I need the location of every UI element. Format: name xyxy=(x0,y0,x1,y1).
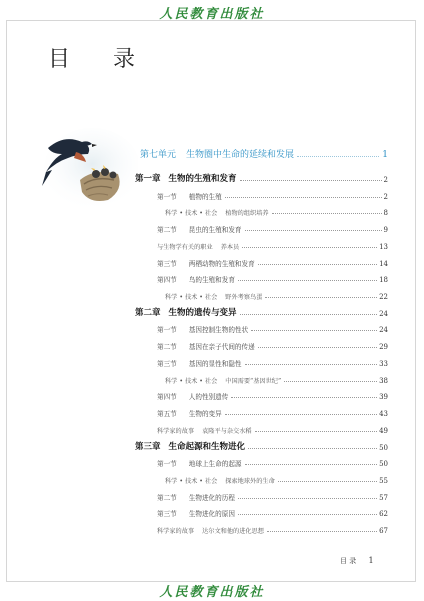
reading-title: 中国需要“基因世纪” xyxy=(225,377,282,385)
dot-leader xyxy=(245,464,378,465)
publisher-footer: 人民教育出版社 xyxy=(159,585,265,600)
page-number: 67 xyxy=(379,527,388,536)
section-title: 两栖动物的生殖和发育 xyxy=(188,259,255,268)
page-number: 24 xyxy=(379,326,388,335)
page-number: 49 xyxy=(379,426,388,435)
entry-label xyxy=(135,376,281,385)
entry-label xyxy=(135,324,248,334)
toc-list xyxy=(135,172,388,540)
reading-title: 野外考察鸟蛋 xyxy=(225,294,263,302)
section-number: 第二节 xyxy=(157,493,177,502)
toc-reading-row[interactable] xyxy=(135,423,388,435)
dot-leader xyxy=(231,397,377,398)
reading-kind: 科学 • 技术 • 社会 xyxy=(165,294,218,302)
dot-leader xyxy=(272,213,382,214)
reading-kind: 科学家的故事 xyxy=(157,528,195,536)
toc-chapter-row[interactable] xyxy=(135,440,388,452)
toc-section-row[interactable] xyxy=(135,356,388,368)
dot-leader xyxy=(258,347,377,348)
toc-reading-row[interactable] xyxy=(135,523,388,535)
toc-section-row[interactable] xyxy=(135,189,388,201)
unit-number: 第七单元 xyxy=(140,150,177,160)
dot-leader xyxy=(284,381,377,382)
page-number: 39 xyxy=(379,393,388,402)
reading-title: 养本员 xyxy=(220,243,240,251)
page-number: 38 xyxy=(379,376,388,385)
entry-label xyxy=(135,426,252,435)
toc-section-row[interactable] xyxy=(135,406,388,418)
dot-leader xyxy=(238,498,377,499)
unit-title: 生物圈中生命的延续和发展 xyxy=(186,150,295,160)
section-title: 基因控制生物的性状 xyxy=(188,326,249,335)
page-title: 目 录 xyxy=(48,47,153,72)
chapter-number: 第三章 xyxy=(135,441,161,452)
entry-label xyxy=(135,492,235,502)
page-number: 24 xyxy=(379,309,388,318)
dot-leader xyxy=(258,264,377,265)
page-number: 13 xyxy=(379,242,388,251)
section-title: 生物进化的原因 xyxy=(188,510,235,519)
section-number: 第四节 xyxy=(157,393,177,402)
chapter-number: 第二章 xyxy=(135,307,161,318)
page-number: 22 xyxy=(379,293,388,302)
entry-label xyxy=(135,208,269,217)
section-number: 第五节 xyxy=(157,410,177,419)
dot-leader xyxy=(245,230,382,231)
toc-section-row[interactable] xyxy=(135,272,388,284)
entry-label xyxy=(135,458,242,468)
page-number: 43 xyxy=(379,410,388,419)
page-footer xyxy=(340,556,374,566)
section-title: 地球上生命的起源 xyxy=(188,460,242,469)
chapter-number: 第一章 xyxy=(135,174,161,184)
chapter-label xyxy=(135,306,237,318)
dot-leader xyxy=(242,247,377,248)
toc-section-row[interactable] xyxy=(135,322,388,334)
entry-label xyxy=(135,358,242,368)
section-number: 第三节 xyxy=(157,510,177,519)
toc-chapter-row[interactable] xyxy=(135,172,388,184)
dot-leader xyxy=(238,280,377,281)
section-number: 第三节 xyxy=(157,359,177,368)
toc-reading-row[interactable] xyxy=(135,373,388,385)
chapter-title: 生命起源和生物进化 xyxy=(168,441,246,452)
dot-leader xyxy=(238,514,377,515)
section-number: 第一节 xyxy=(157,192,177,201)
entry-label xyxy=(135,191,222,201)
dot-leader xyxy=(265,297,377,298)
reading-kind: 与生物学有关的职业 xyxy=(157,243,213,251)
section-title: 人的性别遗传 xyxy=(188,393,229,402)
entry-label xyxy=(135,292,262,301)
swallow-nest-illustration xyxy=(42,124,138,210)
reading-kind: 科学家的故事 xyxy=(157,427,195,435)
entry-label xyxy=(135,391,228,401)
entry-label xyxy=(135,508,235,518)
dot-leader xyxy=(240,180,382,181)
entry-label xyxy=(135,274,235,284)
entry-label xyxy=(135,408,222,418)
reading-title: 袁隆平与杂交水稻 xyxy=(202,427,252,435)
entry-label xyxy=(135,224,242,234)
reading-title: 植物的组织培养 xyxy=(225,210,269,218)
page-number: 8 xyxy=(383,209,388,218)
page-number: 33 xyxy=(379,359,388,368)
page-number: 57 xyxy=(379,493,388,502)
section-title: 生物的变异 xyxy=(188,410,222,419)
unit-heading[interactable] xyxy=(140,146,388,160)
dot-leader xyxy=(240,314,378,315)
toc-reading-row[interactable] xyxy=(135,239,388,251)
page-number: 62 xyxy=(379,510,388,519)
section-title: 基因在亲子代间的传递 xyxy=(188,343,255,352)
page-number: 2 xyxy=(383,192,388,201)
section-number: 第四节 xyxy=(157,276,177,285)
dot-leader xyxy=(245,364,378,365)
toc-reading-row[interactable] xyxy=(135,473,388,485)
toc-reading-row[interactable] xyxy=(135,289,388,301)
section-number: 第一节 xyxy=(157,460,177,469)
dot-leader xyxy=(267,531,377,532)
entry-label xyxy=(135,242,239,251)
dot-leader xyxy=(248,448,377,449)
reading-kind: 科学 • 技术 • 社会 xyxy=(165,477,218,485)
page-number: 50 xyxy=(379,460,388,469)
toc-section-row[interactable] xyxy=(135,256,388,268)
unit-page: 1 xyxy=(382,150,388,160)
section-title: 基因的显性和隐性 xyxy=(188,359,242,368)
section-title: 鸟的生殖和发育 xyxy=(188,276,235,285)
toc-section-row[interactable] xyxy=(135,456,388,468)
chapter-label xyxy=(135,172,237,184)
section-number: 第三节 xyxy=(157,259,177,268)
entry-label xyxy=(135,526,264,535)
footer-label: 目 录 xyxy=(340,557,357,565)
page-number: 14 xyxy=(379,259,388,268)
chapter-title: 生物的生殖和发育 xyxy=(168,174,237,184)
section-title: 植物的生殖 xyxy=(188,192,222,201)
section-title: 生物进化的历程 xyxy=(188,493,235,502)
page-number: 50 xyxy=(379,443,388,452)
section-number: 第二节 xyxy=(157,343,177,352)
entry-label xyxy=(135,258,255,268)
chapter-title: 生物的遗传与变异 xyxy=(168,307,237,318)
dot-leader xyxy=(278,481,377,482)
toc-section-row[interactable] xyxy=(135,222,388,234)
chapter-label xyxy=(135,440,245,452)
section-title: 昆虫的生殖和发育 xyxy=(188,226,242,235)
toc-section-row[interactable] xyxy=(135,339,388,351)
dot-leader xyxy=(225,197,382,198)
publisher-header: 人民教育出版社 xyxy=(159,7,265,22)
section-number: 第一节 xyxy=(157,326,177,335)
toc-section-row[interactable] xyxy=(135,389,388,401)
dot-leader xyxy=(225,414,377,415)
dot-leader xyxy=(297,156,379,157)
section-number: 第二节 xyxy=(157,226,177,235)
footer-page-number: 1 xyxy=(368,556,374,565)
page-number: 2 xyxy=(383,176,388,184)
toc-section-row[interactable] xyxy=(135,506,388,518)
reading-kind: 科学 • 技术 • 社会 xyxy=(165,377,218,385)
reading-title: 达尔文和他的进化思想 xyxy=(202,528,264,536)
reading-title: 探索地球外的生命 xyxy=(225,477,275,485)
dot-leader xyxy=(255,431,377,432)
entry-label xyxy=(135,341,255,351)
dot-leader xyxy=(251,330,377,331)
page-number: 9 xyxy=(383,226,388,235)
page-number: 55 xyxy=(379,476,388,485)
toc-reading-row[interactable] xyxy=(135,205,388,217)
page-number: 18 xyxy=(379,276,388,285)
toc-chapter-row[interactable] xyxy=(135,306,388,318)
toc-section-row[interactable] xyxy=(135,490,388,502)
entry-label xyxy=(135,476,275,485)
reading-kind: 科学 • 技术 • 社会 xyxy=(165,210,218,218)
page-number: 29 xyxy=(379,343,388,352)
